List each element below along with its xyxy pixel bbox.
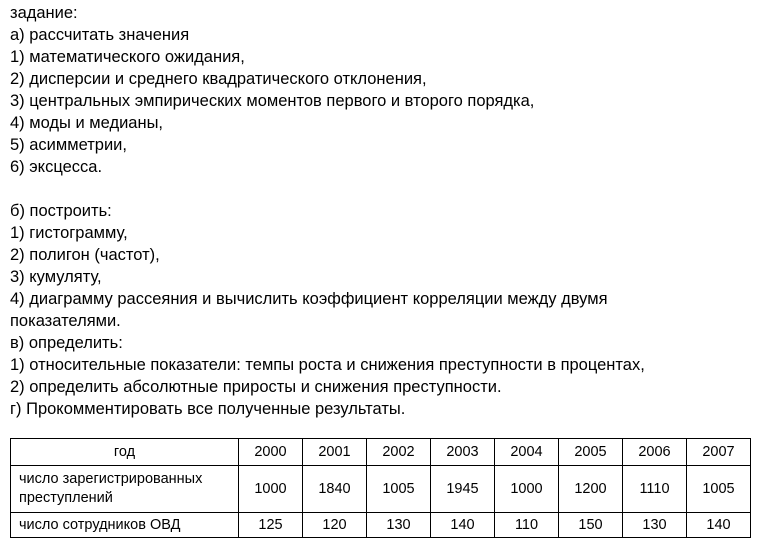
data-table	[10, 438, 751, 538]
year-cell: 2004	[495, 439, 559, 466]
task-item: 2) определить абсолютные приросты и снижения преступности.	[10, 378, 502, 396]
task-item: 4) диаграмму рассеяния и вычислить коэффициент корреляции между двумя показателями.	[10, 290, 608, 330]
year-cell: 2007	[687, 439, 751, 466]
year-cell: 2006	[623, 439, 687, 466]
table-cell: 1945	[431, 466, 495, 513]
table-cell: 1000	[495, 466, 559, 513]
task-section-b: б) построить:	[10, 202, 112, 220]
year-cell: 2002	[367, 439, 431, 466]
table-cell: 1005	[367, 466, 431, 513]
year-cell: 2005	[559, 439, 623, 466]
table-cell: 130	[623, 513, 687, 538]
task-section-d: г) Прокомментировать все полученные результаты.	[10, 400, 406, 418]
table-cell: 1000	[239, 466, 303, 513]
table-cell: 140	[687, 513, 751, 538]
task-item: 3) центральных эмпирических моментов первого и второго порядка,	[10, 92, 535, 110]
table-cell: 130	[367, 513, 431, 538]
table-cell: 120	[303, 513, 367, 538]
year-cell: 2000	[239, 439, 303, 466]
task-section-a: а) рассчитать значения	[10, 26, 190, 44]
task-item: 2) дисперсии и среднего квадратического отклонения,	[10, 70, 427, 88]
year-cell: 2003	[431, 439, 495, 466]
table-cell: 140	[431, 513, 495, 538]
year-cell: 2001	[303, 439, 367, 466]
table-cell: 150	[559, 513, 623, 538]
task-item: 5) асимметрии,	[10, 136, 127, 154]
table-cell: 110	[495, 513, 559, 538]
table-row	[11, 466, 751, 513]
table-cell: 1005	[687, 466, 751, 513]
table-row	[11, 513, 751, 538]
task-item: 1) гистограмму,	[10, 224, 128, 242]
header-label-year: год	[11, 439, 239, 466]
blank-line	[10, 178, 770, 200]
table-cell: 1110	[623, 466, 687, 513]
row-label-staff: число сотрудников ОВД	[11, 513, 239, 538]
task-section-c: в) определить:	[10, 334, 123, 352]
task-text	[10, 2, 770, 420]
task-item: 1) относительные показатели: темпы роста и снижения преступности в процентах,	[10, 356, 645, 374]
task-item: 2) полигон (частот),	[10, 246, 160, 264]
table-header-row	[11, 439, 751, 466]
row-label-crimes: число зарегистрированных преступлений	[11, 466, 239, 513]
table-cell: 125	[239, 513, 303, 538]
task-item: 6) эксцесса.	[10, 158, 103, 176]
task-item: 4) моды и медианы,	[10, 114, 164, 132]
table-cell: 1840	[303, 466, 367, 513]
task-heading: задание:	[10, 4, 78, 22]
table-cell: 1200	[559, 466, 623, 513]
task-item: 1) математического ожидания,	[10, 48, 245, 66]
task-item: 3) кумуляту,	[10, 268, 102, 286]
